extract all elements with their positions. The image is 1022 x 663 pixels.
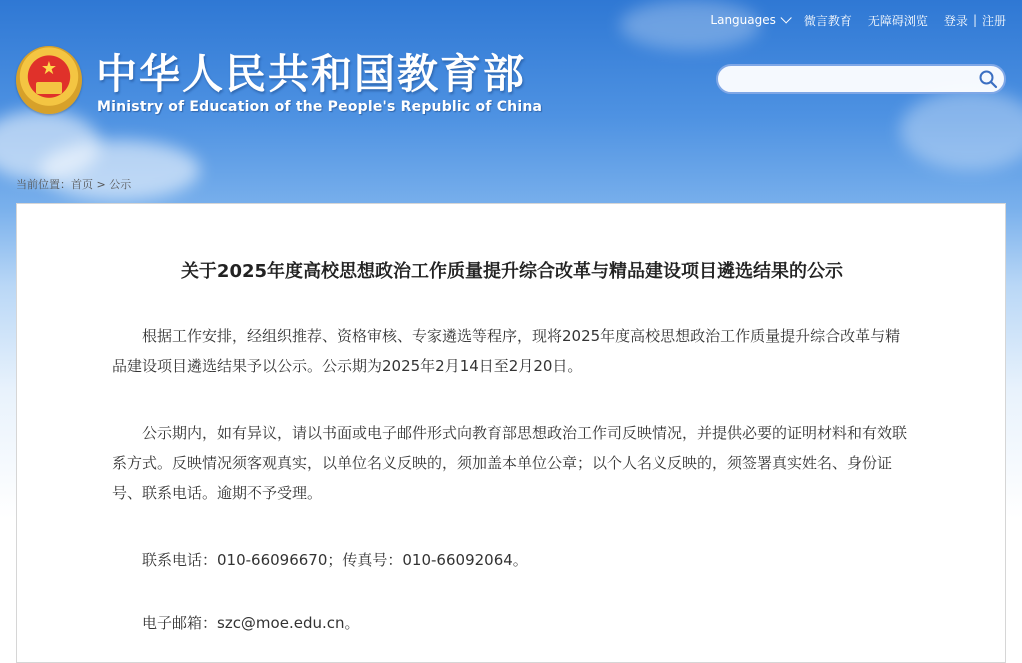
dandelion-decoration — [900, 90, 1022, 170]
auth-separator: | — [972, 13, 977, 27]
top-nav — [694, 10, 1006, 30]
contact-email: 电子邮箱：szc@moe.edu.cn。 — [142, 614, 360, 632]
chevron-down-icon — [780, 12, 791, 23]
languages-dropdown[interactable] — [710, 13, 787, 27]
login-link[interactable]: 登录 — [943, 13, 968, 28]
weiyan-link[interactable]: 微言教育 — [803, 13, 852, 28]
search-icon[interactable] — [978, 69, 998, 89]
breadcrumb — [16, 177, 131, 193]
breadcrumb-prefix: 当前位置： — [16, 178, 71, 191]
article-paragraph: 公示期内，如有异议，请以书面或电子邮件形式向教育部思想政治工作司反映情况，并提供必要的证明材料和有效联系方式。反映情况须客观真实，以单位名义反映的，须加盖本单位公章；以个人名义反映的，须签署真实姓名、身份证号、联系电话。逾期不予受理。 — [112, 424, 908, 502]
breadcrumb-separator: > — [93, 178, 110, 191]
site-subtitle: Ministry of Education of the People's Republic of China — [97, 99, 543, 115]
site-title: 中华人民共和国教育部 — [96, 50, 526, 98]
auth-links — [944, 12, 1006, 29]
article-paragraph: 根据工作安排，经组织推荐、资格审核、专家遴选等程序，现将2025年度高校思想政治工作质量提升综合改革与精品建设项目遴选结果予以公示。公示期为2025年2月14日至2月20日。 — [112, 327, 901, 375]
accessibility-link[interactable]: 无障碍浏览 — [867, 13, 928, 28]
breadcrumb-current[interactable]: 公示 — [109, 178, 132, 191]
article-panel — [16, 203, 1006, 663]
languages-label: Languages — [710, 13, 776, 27]
national-emblem-icon: ★ — [16, 46, 82, 114]
search-box — [716, 64, 1006, 94]
breadcrumb-home[interactable]: 首页 — [71, 178, 93, 191]
register-link[interactable]: 注册 — [981, 13, 1006, 28]
contact-phone: 联系电话：010-66096670；传真号：010-66092064。 — [142, 551, 528, 569]
article-title: 关于2025年度高校思想政治工作质量提升综合改革与精品建设项目遴选结果的公示 — [180, 261, 844, 282]
search-input[interactable] — [728, 69, 972, 91]
